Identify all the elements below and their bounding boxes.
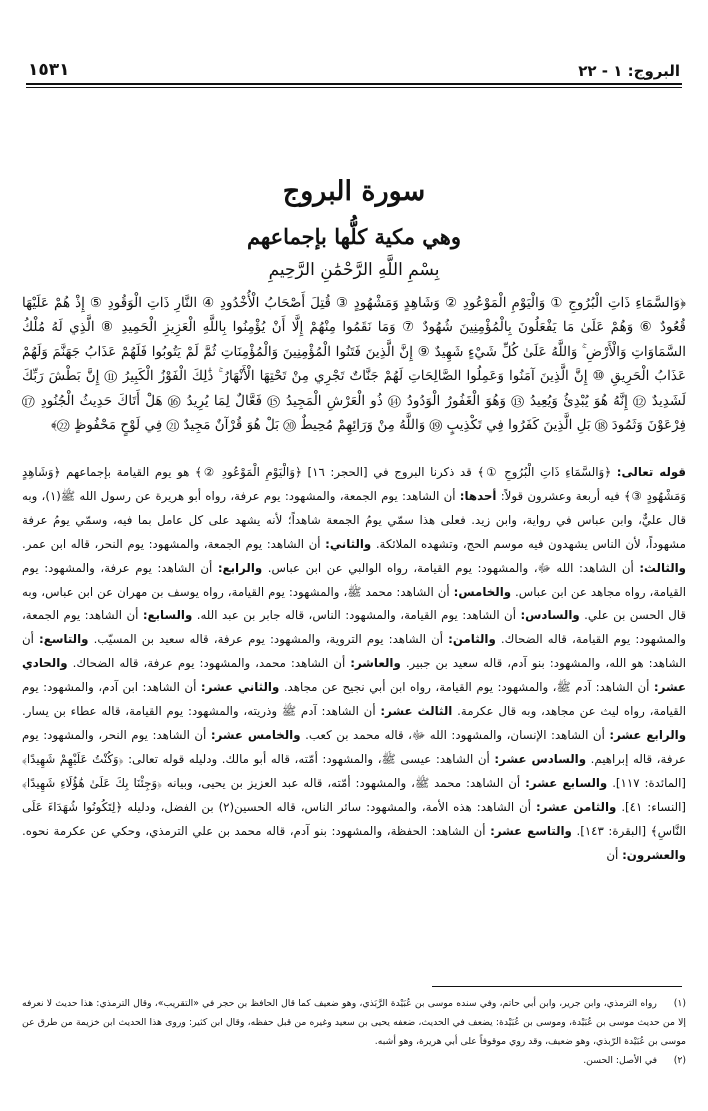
footnote xyxy=(22,1051,686,1070)
commentary-label: والرابع عشر: xyxy=(609,727,686,742)
commentary-text: أن الشاهد: يوم الجمعة، والمشهود: يوم النحر، قاله ابن عمر. xyxy=(22,536,321,551)
commentary-label: والرابع: xyxy=(217,560,263,575)
commentary-label: أحدها: xyxy=(459,488,497,503)
commentary-text: أن الشاهد: يوم الجمعة، والمشهود: يوم عرفة، رواه أبو هريرة عن رسول الله ﷺ(١)، وبه قال عليٌّ، وابن عباس في رواية، وابن زيد. فعلى هذا سمّي يومُ الجمعة شاهداً؛ لأنه يشهد على كل عامل بما فيه، وسمّي يومُ عرفة مشهوداً، لأن الناس يشهدون فيه موسم الحج، وتشهده الملائكة. xyxy=(22,488,686,551)
footnote-text: في الأصل: الحسن. xyxy=(583,1055,658,1066)
commentary-text: أن الشاهد: عيسى ﷺ، والمشهود: أمّته، قاله أبو مالك. ودليله قوله تعالى: ﴿وَكُنْتُ عَلَيْهِمْ شَهِيدًا﴾ [المائدة: ١١٧]. xyxy=(22,751,686,790)
commentary-label: الثالث عشر: xyxy=(380,704,453,719)
commentary-label: والثامن عشر: xyxy=(535,799,617,814)
commentary-text: أن الشاهد: آدم ﷺ وذريته، والمشهود: يوم القيامة، قاله عطاء بن يسار. xyxy=(22,704,376,719)
commentary-label: والخامس: xyxy=(453,584,512,599)
commentary-text: أن الشاهد: يوم النحر، والمشهود: يوم عرفة، قاله إبراهيم. xyxy=(22,727,686,766)
commentary-label: والحادي عشر: xyxy=(22,656,686,695)
commentary-label: والسابع: xyxy=(142,608,193,623)
commentary-label: والعشرون: xyxy=(622,847,686,862)
footnote-divider xyxy=(432,986,682,987)
surah-range: البروج: ١ - ٢٢ xyxy=(578,62,680,80)
commentary-text: أن الشاهد: ابن آدم، والمشهود: يوم القيامة، رواه ليث عن مجاهد، وبه قال عكرمة. xyxy=(22,680,686,719)
commentary-text: أن الشاهد: يوم الجمعة، والمشهود: يوم القيامة، قاله الضحاك. xyxy=(22,608,686,647)
commentary-text: أن الشاهد: محمد ﷺ، والمشهود: يوم القيامة، رواه يوسف بن مهران عن ابن عباس، وبه قال الحسن بن علي. xyxy=(22,584,686,623)
commentary-label: والثالث: xyxy=(639,560,686,575)
basmala: بِسْمِ اللَّهِ الرَّحْمَٰنِ الرَّحِيمِ xyxy=(268,260,440,280)
tafsir-commentary xyxy=(22,461,686,979)
commentary-label: والثاني عشر: xyxy=(200,680,280,695)
commentary-label: والسادس عشر: xyxy=(494,751,587,766)
commentary-text: أن الشاهد: آدم ﷺ، والمشهود: يوم القيامة، رواه ابن أبي نجيح عن مجاهد. xyxy=(283,680,650,695)
commentary-label: والخامس عشر: xyxy=(210,727,301,742)
commentary-label: والسادس: xyxy=(520,608,580,623)
footnotes xyxy=(22,994,686,1070)
running-header xyxy=(28,58,680,80)
page-number: ١٥٣١ xyxy=(28,60,70,80)
commentary-label: والعاشر: xyxy=(350,656,401,671)
commentary-text: أن الشاهد: يوم عرفة، والمشهود: يوم القيامة، رواه مجاهد عن ابن عباس. xyxy=(22,560,686,599)
commentary-label: والثامن: xyxy=(448,632,496,647)
commentary-text: أن الشاهد: يوم القيامة، والمشهود: الناس، قاله جابر بن عبد الله. xyxy=(196,608,517,623)
footnote-number: (٢) xyxy=(673,1055,686,1066)
header-rule-thin xyxy=(26,87,682,88)
commentary-text: ﴿وَالسَّمَاءِ ذَاتِ الْبُرُوجِ ①﴾ قد ذكرنا البروج في [الحجر: ١٦] ﴿وَالْيَوْمِ الْمَوْعُودِ ②﴾ هو يوم القيامة بإجماعهم ﴿وَشَاهِدٍ وَمَشْهُودٍ ③﴾ فيه أربعة وعشرون قولاً: xyxy=(22,465,686,503)
commentary-paragraph xyxy=(22,461,686,867)
quran-verses: ﴿وَالسَّمَاءِ ذَاتِ الْبُرُوجِ ① وَالْيَوْمِ الْمَوْعُودِ ② وَشَاهِدٍ وَمَشْهُودٍ ③ قُتِلَ أَصْحَابُ الْأُخْدُودِ ④ النَّارِ ذَاتِ الْوَقُودِ ⑤ إِذْ هُمْ عَلَيْهَا قُعُودٌ ⑥ وَهُمْ عَلَىٰ مَا يَفْعَلُونَ بِالْمُؤْمِنِينَ شُهُودٌ ⑦ وَمَا نَقَمُوا مِنْهُمْ إِلَّا أَنْ يُؤْمِنُوا بِاللَّهِ الْعَزِيزِ الْحَمِيدِ ⑧ الَّذِي لَهُ مُلْكُ السَّمَاوَاتِ وَالْأَرْضِ ۚ وَاللَّهُ عَلَىٰ كُلِّ شَيْءٍ شَهِيدٌ ⑨ إِنَّ الَّذِينَ فَتَنُوا الْمُؤْمِنِينَ وَالْمُؤْمِنَاتِ ثُمَّ لَمْ يَتُوبُوا فَلَهُمْ عَذَابُ جَهَنَّمَ وَلَهُمْ عَذَابُ الْحَرِيقِ ⑩ إِنَّ الَّذِينَ آمَنُوا وَعَمِلُوا الصَّالِحَاتِ لَهُمْ جَنَّاتٌ تَجْرِي مِنْ تَحْتِهَا الْأَنْهَارُ ۚ ذَٰلِكَ الْفَوْزُ الْكَبِيرُ ⑪ إِنَّ بَطْشَ رَبِّكَ لَشَدِيدٌ ⑫ إِنَّهُ هُوَ يُبْدِئُ وَيُعِيدُ ⑬ وَهُوَ الْغَفُورُ الْوَدُودُ ⑭ ذُو الْعَرْشِ الْمَجِيدُ ⑮ فَعَّالٌ لِمَا يُرِيدُ ⑯ هَلْ أَتَاكَ حَدِيثُ الْجُنُودِ ⑰ فِرْعَوْنَ وَثَمُودَ ⑱ بَلِ الَّذِينَ كَفَرُوا فِي تَكْذِيبٍ ⑲ وَاللَّهُ مِنْ وَرَائِهِمْ مُحِيطٌ ⑳ بَلْ هُوَ قُرْآنٌ مَجِيدٌ ㉑ فِي لَوْحٍ مَحْفُوظٍ ㉒﴾ xyxy=(22,295,686,434)
commentary-text: أن الشاهد: الإنسان، والمشهود: الله ﷻ، قاله محمد بن كعب. xyxy=(305,727,605,742)
commentary-text: أن الشاهد: الحفظة، والمشهود: بنو آدم، قاله محمد بن علي الترمذي، وحكي عن عكرمة نحوه. xyxy=(22,823,486,838)
surah-subtitle: وهي مكية كلُّها بإجماعهم xyxy=(246,224,462,249)
commentary-label: قوله تعالى: xyxy=(616,465,686,479)
commentary-text: أن xyxy=(606,847,619,862)
commentary-text: أن الشاهد: هو الله، والمشهود: بنو آدم، قاله سعيد بن جبير. xyxy=(22,632,686,671)
commentary-text: أن الشاهد: يوم التروية، والمشهود: يوم عرفة، قاله سعيد بن المسيّب. xyxy=(93,632,444,647)
commentary-text: أن الشاهد: الله ﷻ، والمشهود: يوم القيامة، رواه الوالبي عن ابن عباس. xyxy=(267,560,634,575)
header-rule xyxy=(26,83,682,85)
footnote xyxy=(22,994,686,1051)
commentary-label: والسابع عشر: xyxy=(525,775,608,790)
commentary-label: والثاني: xyxy=(325,536,372,551)
commentary-text: أن الشاهد: هذه الأمة، والمشهود: سائر الناس، قاله الحسين(٢) بن الفضل، ودليله ﴿لِتَكُونُوا شُهَدَاءَ عَلَى النَّاسِ﴾ [البقرة: ١٤٣]. xyxy=(22,799,686,838)
footnote-text: رواه الترمذي، وابن جرير، وابن أبي حاتم، وفي سنده موسى بن عُبَيْدة الرَّبَذي، وهو ضعيف كما قال الحافظ بن حجر في «التقريب»، وقال الترمذي: هذا حديث لا نعرفه إلا من حديث موسى بن عُبَيْدة، وموسى بن عُبَيْدة: يضعف في الحديث، ضعفه يحيى بن سعيد وغيره من قبل حفظه، وقال ابن كثير: وروى هذا الحديث ابن خزيمة من طرق عن موسى بن عُبَيْدة الرّبذي، وهو ضعيف، وقد روي موقوفاً على أبي هريرة، وهو أشبه. xyxy=(22,998,686,1047)
surah-title: سورة البروج xyxy=(282,176,426,207)
commentary-label: والتاسع: xyxy=(39,632,89,647)
commentary-text: أن الشاهد: محمد ﷺ، والمشهود: أمّته، قاله عبد العزيز بن يحيى، وبيانه ﴿وَجِئْنَا بِكَ عَلَىٰ هَٰؤُلَاءِ شَهِيدًا﴾ [النساء: ٤١]. xyxy=(22,775,686,814)
commentary-text: أن الشاهد: محمد، والمشهود: يوم عرفة، قاله الضحاك. xyxy=(72,656,346,671)
footnote-number: (١) xyxy=(673,998,686,1009)
commentary-label: والتاسع عشر: xyxy=(490,823,572,838)
